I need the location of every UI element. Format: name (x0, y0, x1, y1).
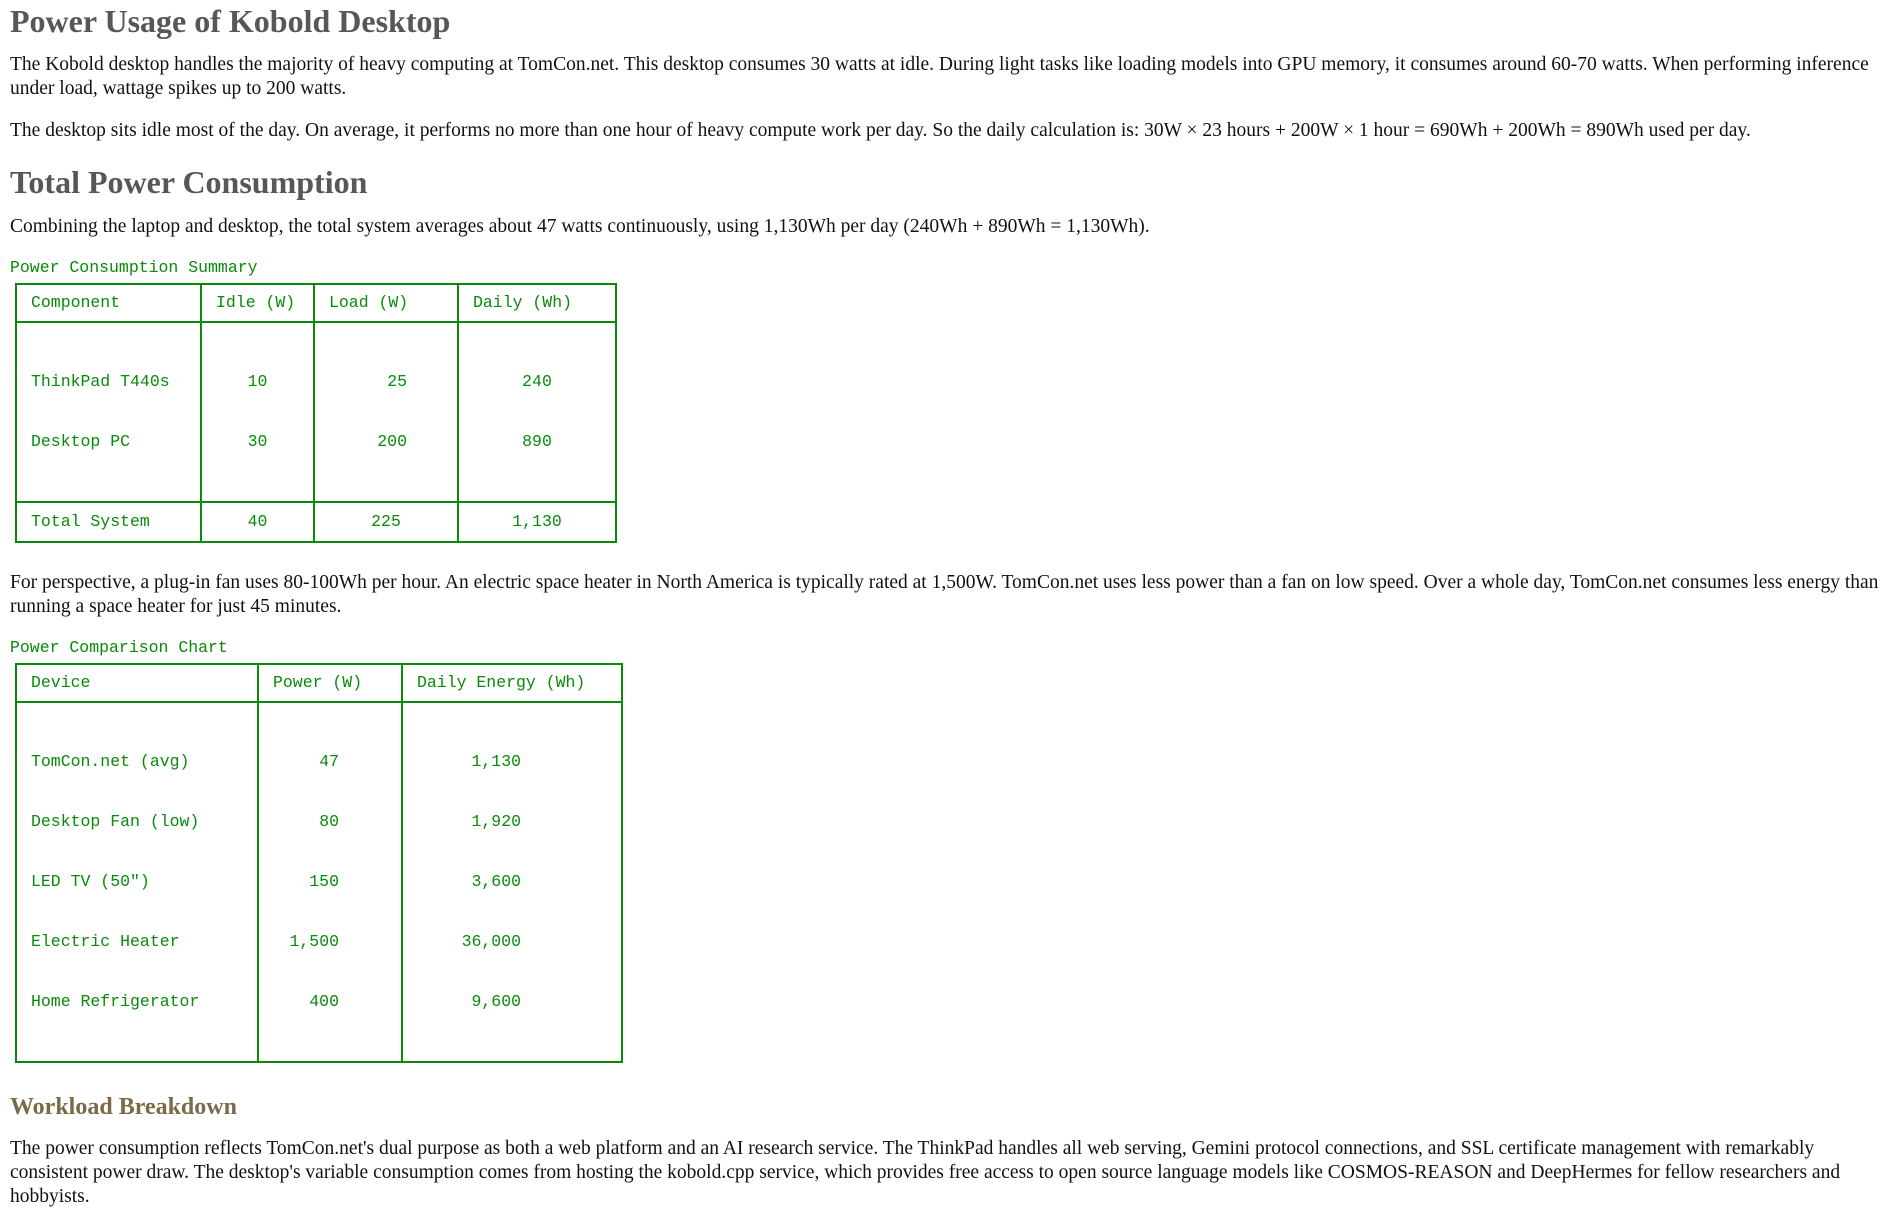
cell-value: 30 (247, 432, 268, 451)
table-caption-comparison: Power Comparison Chart (10, 638, 228, 657)
power-comparison-table (15, 663, 623, 1063)
cell-value: 1,920 (471, 812, 521, 831)
cell-value: 890 (522, 432, 552, 451)
paragraph: For perspective, a plug-in fan uses 80-100Wh per hour. An electric space heater in North America is typically rated at 1,500W. TomCon.net uses less power than a fan on low speed. Over a whole day, TomCon.net consumes less energy than running a space heater for just 45 minutes. (10, 572, 1879, 617)
paragraph: The Kobold desktop handles the majority of heavy computing at TomCon.net. This desktop consumes 30 watts at idle. During light tasks like loading models into GPU memory, it consumes around 60-70 watts. When performing inference under load, wattage spikes up to 200 watts. (10, 54, 1869, 99)
cell-value: TomCon.net (avg) (31, 752, 190, 771)
table-cell (16, 322, 201, 502)
cell-value: 150 (309, 872, 339, 891)
paragraph: Combining the laptop and desktop, the total system averages about 47 watts continuously, using 1,130Wh per day (240Wh + 890Wh = 1,130Wh). (10, 216, 1150, 237)
column-header: Device (16, 664, 258, 702)
cell-value: 47 (319, 752, 339, 771)
column-header: Load (W) (314, 284, 458, 322)
column-header: Daily Energy (Wh) (402, 664, 622, 702)
column-header: Daily (Wh) (458, 284, 616, 322)
cell-value: 36,000 (461, 932, 521, 951)
column-header: Component (16, 284, 201, 322)
column-header: Power (W) (258, 664, 402, 702)
section-title-kobold-desktop: Power Usage of Kobold Desktop (10, 3, 451, 39)
cell-value: 400 (309, 992, 339, 1011)
table-cell: 40 (201, 502, 314, 542)
section-title-total-power: Total Power Consumption (10, 164, 368, 200)
table-cell (16, 702, 258, 1062)
paragraph: The desktop sits idle most of the day. On average, it performs no more than one hour of heavy compute work per day. So the daily calculation is: 30W × 23 hours + 200W × 1 hour = 690Wh + 200Wh = 890Wh used per day. (10, 120, 1751, 141)
cell-value: 200 (377, 432, 407, 451)
cell-value: 1,130 (471, 752, 521, 771)
power-summary-table (15, 283, 617, 543)
cell-value: LED TV (50") (31, 872, 150, 891)
cell-value: 25 (387, 372, 407, 391)
cell-value: 9,600 (471, 992, 521, 1011)
cell-value: 80 (319, 812, 339, 831)
table-cell (258, 702, 402, 1062)
table-caption-summary: Power Consumption Summary (10, 258, 258, 277)
cell-value: 240 (522, 372, 552, 391)
column-header: Idle (W) (201, 284, 314, 322)
table-row (16, 322, 616, 502)
cell-value: 1,500 (289, 932, 339, 951)
paragraph: The power consumption reflects TomCon.net's dual purpose as both a web platform and an AI research service. The ThinkPad handles all web serving, Gemini protocol connections, and SSL certificate management with remarkably consistent power draw. The desktop's variable consumption comes from hosting the kobold.cpp service, which provides free access to open source language models like COSMOS-REASON and DeepHermes for fellow researchers and hobbyists. (10, 1138, 1841, 1207)
cell-value: ThinkPad T440s (31, 372, 170, 391)
table-cell (402, 702, 622, 1062)
cell-value: 10 (247, 372, 268, 391)
table-row (16, 702, 622, 1062)
cell-value: 3,600 (471, 872, 521, 891)
cell-value: Desktop Fan (low) (31, 812, 200, 831)
table-cell (458, 322, 616, 502)
table-cell (201, 322, 314, 502)
table-cell: 1,130 (458, 502, 616, 542)
table-header-row (16, 664, 622, 702)
table-header-row (16, 284, 616, 322)
table-cell: Total System (16, 502, 201, 542)
table-cell: 225 (314, 502, 458, 542)
table-cell (314, 322, 458, 502)
cell-value: Home Refrigerator (31, 992, 200, 1011)
section-title-workload-breakdown: Workload Breakdown (10, 1094, 237, 1120)
table-total-row (16, 502, 616, 542)
cell-value: Desktop PC (31, 432, 131, 451)
cell-value: Electric Heater (31, 932, 180, 951)
